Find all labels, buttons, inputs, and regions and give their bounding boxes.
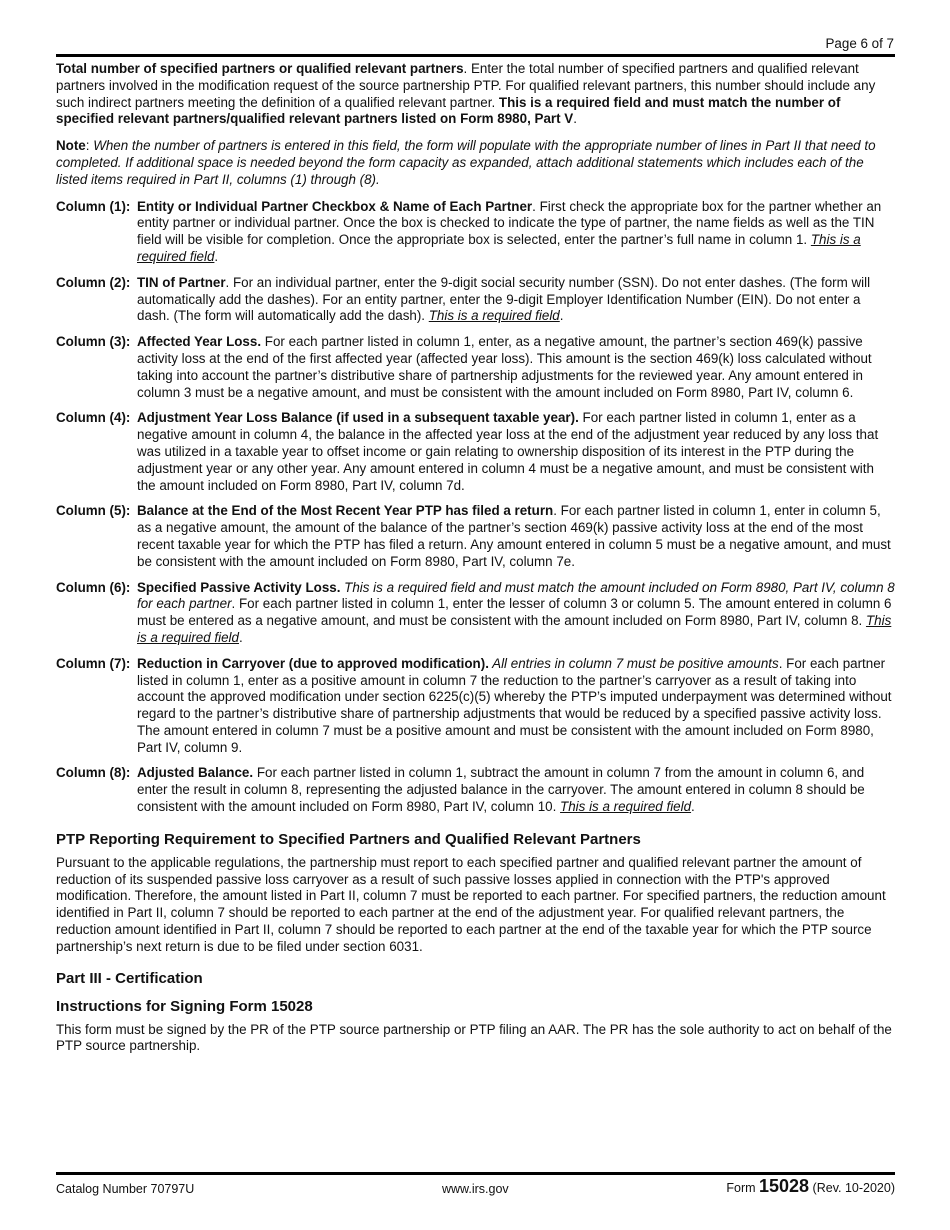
required-field-note: This is a required field — [428, 308, 560, 324]
column-title: Reduction in Carryover (due to approved modification). — [137, 655, 489, 671]
column-8-instruction — [56, 765, 895, 815]
column-label: Column (4): — [56, 410, 131, 426]
column-label: Column (3): — [56, 334, 131, 350]
form-word: Form — [726, 1181, 760, 1195]
column-label: Column (2): — [56, 274, 131, 290]
form-number: 15028 — [759, 1176, 810, 1196]
required-field-note: This is a required field — [560, 799, 692, 815]
column-body: For each partner listed in column 1, subtract the amount in column 7 from the amount in column 6, and enter the result in column 8, representing the adjusted balance in the carryover. The amount entered in column 8 should be consistent with the amount included on Form 8980, Part IV, column 10. — [137, 765, 865, 815]
column-label: Column (5): — [56, 503, 131, 519]
column-2-instruction — [56, 275, 895, 325]
ptp-reporting-paragraph: Pursuant to the applicable regulations, the partnership must report to each specified partner and qualified relevant partner the amount of reduction of its suspended passive loss carryover as a result of such passive losses applied in connection with the PTP's approved modification. Therefore, the amount listed in Part II, column 7 must be reported to each partner. For specified partners, the reduction amount identified in Part II, column 7 should be reported to each partner at the end of the adjustment year. For qualified relevant partners, the reduction amount identified in Part II, column 7 should be reported to each partner at the end of the taxable year for which the PTP source partnership’s next return is due to be filed under section 6031. — [56, 854, 886, 954]
signing-instructions-heading: Instructions for Signing Form 15028 — [56, 997, 313, 1015]
column-end: . — [691, 799, 695, 815]
column-title: Adjustment Year Loss Balance (if used in a subsequent taxable year). — [137, 410, 579, 426]
signing-instructions-paragraph: This form must be signed by the PR of the PTP source partnership or PTP filing an AAR. The PR has the sole authority to act on behalf of the PTP source partnership. — [56, 1021, 892, 1054]
website-link[interactable]: www.irs.gov — [442, 1182, 509, 1196]
intro-bold-lead: Total number of specified partners or qualified relevant partners — [56, 61, 464, 76]
column-body: . For an individual partner, enter the 9-digit social security number (SSN). Do not enter dashes. (The form will automatically add the dashes). For an entity partner, enter the 9-digit Employer Identification Number (EIN). Do not enter a dash. (The form will automatically add the dash). — [137, 274, 871, 324]
column-italic: This is a required field and must match the amount included on Form 8980, Part IV, column 8 for each partner — [137, 579, 895, 612]
note-paragraph — [56, 138, 895, 188]
form-identifier — [726, 1178, 895, 1197]
column-title: Adjusted Balance. — [137, 765, 254, 781]
column-1-instruction — [56, 199, 895, 266]
column-label: Column (8): — [56, 765, 131, 781]
main-content — [56, 61, 895, 1065]
part-iii-heading: Part III - Certification — [56, 969, 203, 987]
intro-paragraph — [56, 61, 895, 128]
column-italic: All entries in column 7 must be positive amounts — [488, 655, 779, 671]
catalog-number: Catalog Number 70797U — [56, 1182, 195, 1196]
column-4-instruction — [56, 410, 895, 494]
column-title: TIN of Partner — [137, 274, 226, 290]
column-label: Column (1): — [56, 198, 131, 214]
column-end: . — [214, 248, 219, 264]
column-body: . For each partner listed in column 1, enter as a positive amount in column 7 the reduction to the partner’s carryover as a result of taking into account the approved modification under section 6225(c)(5) whereby the PTP’s imputed underpayment was determined without regard to the partner’s distributive share of partnership adjustments that would be reduced by a specified passive activity loss. The amount entered in column 7 must be a positive amount and must be consistent with the amount included on Form 8980, Part IV, column 9. — [137, 655, 892, 755]
column-title: Entity or Individual Partner Checkbox & Name of Each Partner — [137, 198, 533, 214]
column-body: For each partner listed in column 1, enter as a negative amount in column 4, the balance in the affected year loss at the end of the adjustment year reduced by any loss that was utilized in a taxable year to offset income or gain relating to ownership disposition of its interest in the PTP during the adjustment year or any other year. Any amount entered in column 4 must be a negative amount, and must be consistent with the amount included on Form 8980, Part IV, column 7d. — [137, 410, 879, 493]
note-label: Note — [56, 138, 86, 154]
ptp-reporting-heading: PTP Reporting Requirement to Specified Partners and Qualified Relevant Partners — [56, 830, 641, 848]
page-footer — [56, 1178, 895, 1200]
required-field-note: This is a required field — [137, 232, 861, 264]
intro-end: . — [573, 111, 577, 127]
column-body: For each partner listed in column 1, enter, as a negative amount, the partner’s section 469(k) passive activity loss at the end of the first affected year (affected year loss). This amount is the section 469(k) loss calculated without taking into account the partner’s distributive share of partnership adjustments for the reviewed year. Any amount entered in column 3 must be a negative amount, and must be consistent with the amount included on Form 8980, Part IV, column 6. — [137, 334, 872, 400]
note-colon: : — [85, 138, 94, 154]
column-body: . First check the appropriate box for the partner whether an entity partner or individual partner. Once the box is checked to indicate the type of partner, the name fields as well as the TIN field will be visible for completion. Once the appropriate box is selected, enter the partner’s full name in column 1. — [137, 198, 882, 248]
column-title: Specified Passive Activity Loss. — [137, 579, 341, 595]
column-body: . For each partner listed in column 1, enter in column 5, as a negative amount, the amount of the balance of the partner’s section 469(k) passive activity loss at the end of the most recent taxable year for which the PTP has filed a return. Any amount entered in column 5 must be a negative amount, and must be consistent with the amount included on Form 8980, Part IV, column 7e. — [137, 503, 891, 569]
intro-text: . Enter the total number of specified partners and qualified relevant partners involved in the modification request of the source partnership PTP. For qualified relevant partners, this number should include any such indirect partners meeting the definition of a qualified relevant partner. — [56, 61, 876, 110]
top-rule — [56, 54, 895, 57]
intro-bold-tail: This is a required field and must match the number of specified relevant partners/qualified relevant partners listed on Form 8980, Part V — [56, 94, 841, 127]
column-end: . — [559, 308, 564, 324]
note-text: When the number of partners is entered in this field, the form will populate with the appropriate number of lines in Part II that need to completed. If additional space is needed beyond the form capacity as expanded, attach additional statements which includes each of the listed items required in Part II, columns (1) through (8). — [56, 138, 876, 187]
column-7-instruction — [56, 656, 895, 757]
column-label: Column (6): — [56, 579, 131, 595]
bottom-rule — [56, 1172, 895, 1175]
column-3-instruction — [56, 334, 895, 401]
column-end: . — [238, 629, 243, 645]
column-6-instruction — [56, 580, 895, 647]
column-label: Column (7): — [56, 655, 131, 671]
form-revision: (Rev. 10-2020) — [809, 1181, 895, 1195]
page-number: Page 6 of 7 — [825, 36, 894, 51]
column-title: Balance at the End of the Most Recent Year PTP has filed a return — [137, 503, 554, 519]
required-field-note: This is a required field — [137, 613, 892, 645]
column-5-instruction — [56, 503, 895, 570]
column-body: . For each partner listed in column 1, enter the lesser of column 3 or column 5. The amount entered in column 6 must be entered as a negative amount, and must be consistent with the amount included on Form 8980, Part IV, column 8. — [137, 596, 892, 629]
column-title: Affected Year Loss. — [137, 334, 262, 350]
